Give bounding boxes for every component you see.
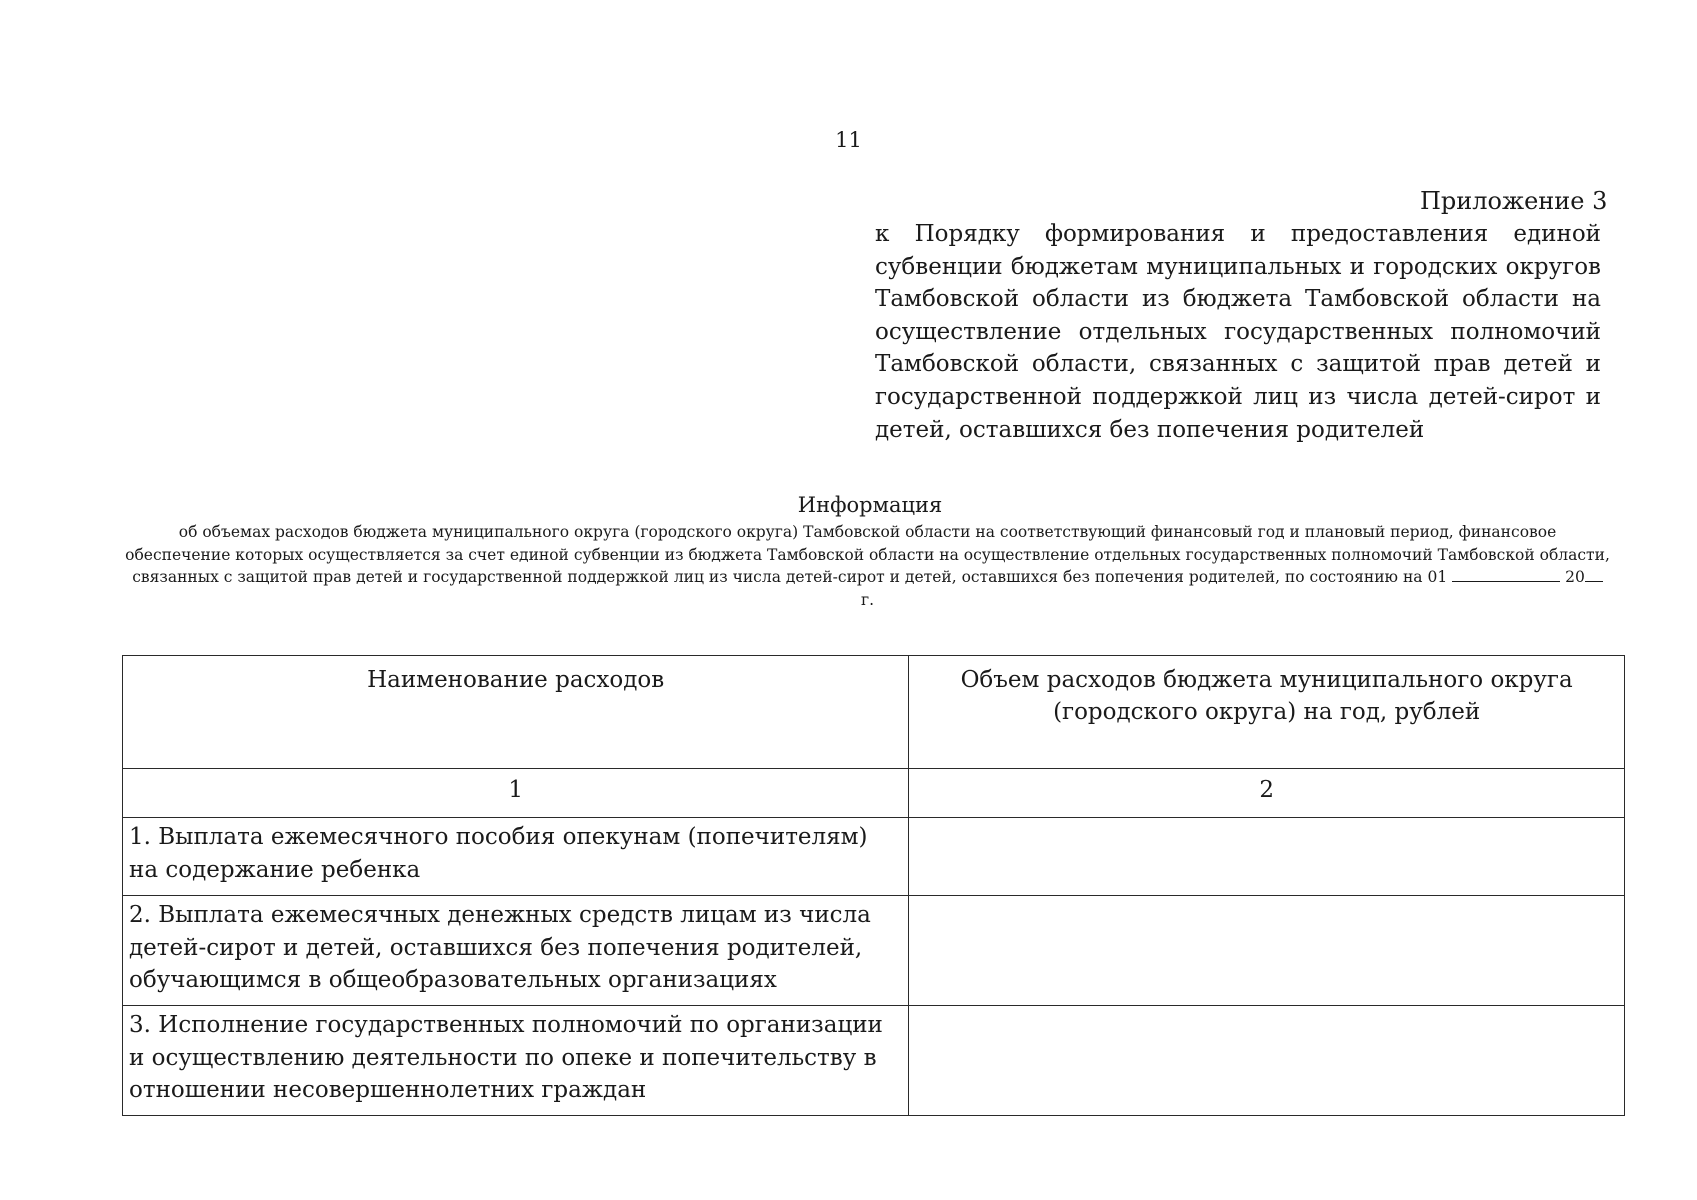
header-expense-name: Наименование расходов: [123, 656, 909, 769]
info-title: Информация: [797, 493, 943, 517]
column-number-2: 2: [909, 769, 1625, 818]
year-prefix: 20: [1565, 568, 1585, 586]
appendix-title: Приложение 3: [1420, 187, 1608, 215]
table-row: [123, 818, 1625, 896]
header-expense-amount: Объем расходов бюджета муниципального округа (городского округа) на год, рублей: [909, 656, 1625, 769]
expense-amount-cell: [909, 1006, 1625, 1116]
expense-name-cell: 1. Выплата ежемесячного пособия опекунам (попечителям) на содержание ребенка: [123, 818, 909, 896]
info-body-text: об объемах расходов бюджета муниципального округа (городского округа) Тамбовской области на соответствующий финансовый год и плановый период, финансовое обеспечение которых осуществляется за счет единой субвенции из бюджета Тамбовской области на осуществление отдельных государственных полномочий Тамбовской области, связанных с защитой прав детей и государственной поддержкой лиц из числа детей-сирот и детей, оставшихся без попечения родителей, по состоянию на 01: [125, 523, 1610, 586]
year-blank-line: [1585, 567, 1603, 582]
expense-name-cell: 2. Выплата ежемесячных денежных средств лицам из числа детей-сирот и детей, оставшихся без попечения родителей, обучающимся в общеобразовательных организациях: [123, 896, 909, 1006]
expense-name-cell: 3. Исполнение государственных полномочий по организации и осуществлению деятельности по опеке и попечительству в отношении несовершеннолетних граждан: [123, 1006, 909, 1116]
date-blank-line: [1452, 567, 1560, 582]
table-row: [123, 1006, 1625, 1116]
column-number-1: 1: [123, 769, 909, 818]
expense-amount-cell: [909, 896, 1625, 1006]
expense-amount-cell: [909, 818, 1625, 896]
page-number: 11: [835, 128, 862, 152]
column-number-row: [123, 769, 1625, 818]
expenses-table: [122, 655, 1625, 1116]
info-body: [125, 521, 1610, 611]
table-header-row: [123, 656, 1625, 769]
appendix-description: к Порядку формирования и предоставления единой субвенции бюджетам муниципальных и городских округов Тамбовской области из бюджета Тамбовской области на осуществление отдельных государственных полномочий Тамбовской области, связанных с защитой прав детей и государственной поддержкой лиц из числа детей-сирот и детей, оставшихся без попечения родителей: [875, 221, 1601, 443]
table-row: [123, 896, 1625, 1006]
year-suffix: г.: [860, 590, 875, 609]
